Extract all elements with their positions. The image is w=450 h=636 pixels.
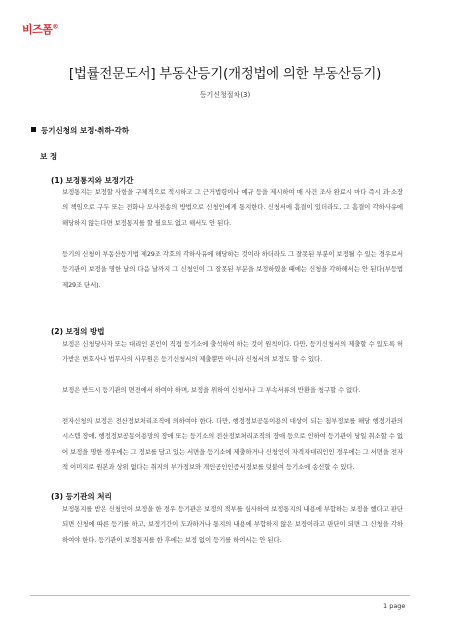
subsection-title: 보 정 (40, 152, 58, 161)
registered-mark: ® (52, 23, 58, 31)
logo-text: 비즈폼 (22, 23, 53, 36)
paragraph: 등기의 신청이 부동산등기법 제29조 각호의 각하사유에 해당하는 것이라 하더라도 그 잘못된 부분이 보정될 수 있는 경우로서 등기관이 보정을 명한 날의 다음 날까지 그 신청인이 그 잘못된 부분을 보정하였을 때에는 신청을 각하해서는 안 된다(부등법 제29조 단서). (62, 250, 403, 289)
item-heading-processing: (3) 등기관의 처리 (51, 492, 112, 501)
square-bullet-icon (31, 127, 36, 132)
paragraph: 보정통지를 받은 신청인이 보정을 한 경우 등기관은 보정의 적부를 심사하여 보정통지의 내용에 부합하는 보정을 했다고 판단되면 신청에 따른 등기를 하고, 보정기간이 도과하거나 통지의 내용에 부합하지 않은 보정이라고 판단이 되면 그 신청을 각하하여야 한다. 등기관이 보정통지를 한 후에는 보정 없이 등기를 하여서는 안 된다. (62, 505, 403, 544)
footer-divider (30, 595, 410, 596)
section-title (31, 125, 129, 136)
item-heading-notice: (1) 보정통지와 보정기간 (51, 176, 134, 185)
paragraph: 전자신청의 보정은 전산정보처리조직에 의하여야 한다. 다만, 행정정보공동이용의 대상이 되는 첨부정보를 해당 행정기관의 시스템 장애, 행정정보공동이용망의 장애 또는 등기소의 전산정보처리조직의 장애 등으로 인하여 등기관이 당일 취소할 수 없어 보정을 명한 경우에는 그 정보를 담고 있는 서면을 등기소에 제출하거나 신청인이 자격자대리인인 경우에는 그 서면을 전자적 이미지로 원본과 상위 없다는 취지의 부가정보와 개인공인인증서정보를 덧붙여 등기소에 송신할 수 있다. (62, 417, 403, 472)
item-heading-method: (2) 보정의 방법 (51, 327, 105, 336)
paragraph: 보정은 신청당사자 또는 대리인 본인이 직접 등기소에 출석하여 하는 것이 원칙이다. 다만, 등기신청서의 제출할 수 있도록 허가받은 변호사나 법무사의 사무원은 등기신청서의 제출뿐만 아니라 신청서의 보정도 할 수 있다. (62, 340, 403, 364)
section-title-text: 등기신청의 보정·취하·각하 (41, 126, 130, 135)
page-number: 1 page (383, 602, 406, 610)
paragraph: 보정통지는 보정할 사항을 구체적으로 적시하고 그 근거법령이나 예규 등을 제시하여 매 사건 조사 완료시 마다 즉시 과·소장의 책임으로 구두 또는 전화나 모사전송의 방법으로 신청인에게 통지한다. 신청서에 흠결이 있더라도, 그 흠결이 각하사유에 해당하지 않는다면 보정통지를 할 필요도 없고 해서도 안 된다. (62, 188, 403, 227)
paragraph: 보정은 반드시 등기관의 면전에서 하여야 하며, 보정을 위하여 신청서나 그 부속서류의 반환을 청구할 수 없다. (62, 386, 361, 394)
bizforms-logo (22, 21, 58, 37)
document-subtitle: 등기신청절차(3) (199, 91, 251, 99)
document-title: [법률전문도서] 부동산등기(개정법에 의한 부동산등기) (68, 66, 382, 82)
